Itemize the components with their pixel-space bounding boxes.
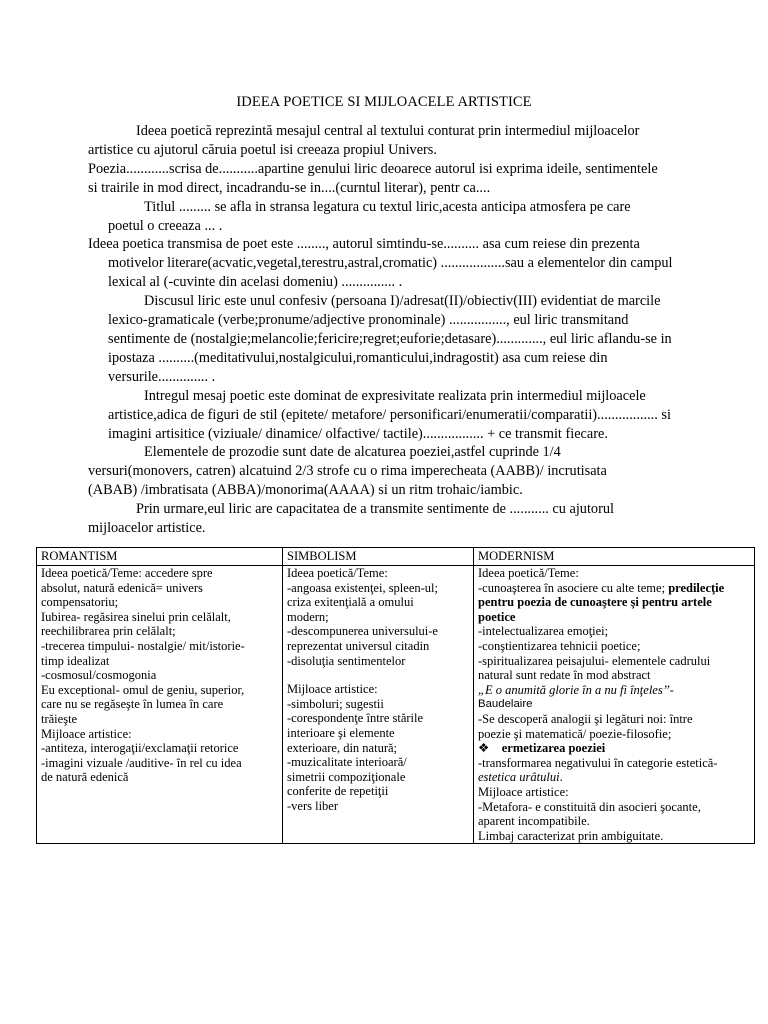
- cell-line: criza exitenţială a omului: [287, 595, 414, 610]
- cell-line: exterioare, din natură;: [287, 740, 398, 755]
- text-line: Intregul mesaj poetic este dominat de expresivitate realizata prin intermediul mijloacele: [144, 387, 646, 404]
- cell-line: -angoasa existenţei, spleen-ul;: [287, 580, 438, 595]
- cell-line: compensatoriu;: [41, 595, 119, 610]
- cell-line: modern;: [287, 609, 329, 624]
- paragraph-discursul: [88, 292, 692, 387]
- cell-line: -muzicalitate interioară/: [287, 755, 407, 770]
- cell-line: conferite de repetiţii: [287, 784, 389, 799]
- text-line: Discusul liric este unul confesiv (persoana I)/adresat(II)/obiectiv(III) evidentiat de marcile: [144, 293, 661, 310]
- currents-table: [36, 547, 755, 844]
- paragraph-titlul: [88, 198, 692, 236]
- paragraph-ideea: [88, 235, 692, 292]
- cell-line: Mijloace artistice:: [478, 784, 569, 799]
- italic-text: estetica urâtului: [478, 770, 560, 785]
- assoc-bold: predilecţie: [668, 580, 725, 595]
- cell-line: Ideea poetică/Teme:: [287, 566, 388, 580]
- cell-line: poetice: [478, 609, 516, 624]
- header-simbolism: SIMBOLISM: [283, 548, 474, 566]
- quote-author: Baudelaire: [478, 698, 533, 711]
- diamond-bullet-icon: ❖: [478, 741, 490, 756]
- text-line: motivelor literare(acvatic,vegetal,terestru,astral,cromatic) ..................sau a elementelor din campul: [108, 255, 673, 272]
- page-title: IDEEA POETICE SI MIJLOACELE ARTISTICE: [236, 94, 532, 110]
- cell-line: [478, 741, 750, 756]
- cell-line: Ideea poetică/Teme:: [478, 566, 579, 580]
- body-text: [88, 122, 692, 538]
- cell-line: -disoluţia sentimentelor: [287, 653, 406, 668]
- cell-modernism: [474, 566, 755, 844]
- header-romantism: ROMANTISM: [37, 548, 283, 566]
- paragraph-mesaj: [88, 387, 692, 444]
- cell-line: -simboluri; sugestii: [287, 696, 384, 711]
- paragraph-concluzie: [88, 500, 692, 538]
- bullet-text: ermetizarea poeziei: [501, 741, 606, 756]
- cell-line: Iubirea- regăsirea sinelui prin celălalt,: [41, 609, 231, 624]
- text-line: Titlul ......... se afla in stransa legatura cu textul liric,acesta anticipa atmosfera pe care: [144, 198, 631, 215]
- paragraph-definition: [88, 122, 692, 160]
- cell-line: -Metafora- e constituită din asocieri şocante,: [478, 799, 701, 814]
- text-line: poetul o creeaza ... .: [108, 217, 223, 234]
- cell-line: -intelectualizarea emoţiei;: [478, 624, 609, 639]
- cell-line: Limbaj caracterizat prin ambiguitate.: [478, 828, 664, 843]
- quote-text: „E o anumită glorie în a nu fi înţeles’’: [478, 682, 670, 697]
- text-line: (ABAB) /imbratisata (ABBA)/monorima(AAAA) si un ritm trohaic/iambic.: [88, 482, 523, 499]
- cell-line: [478, 683, 750, 698]
- cell-line: -trecerea timpului- nostalgie/ mit/istorie-: [41, 638, 245, 653]
- text-line: lexical al (-cuvinte din acelasi domeniu) ............... .: [108, 274, 403, 291]
- cell-line: -imagini vizuale /auditive- în rel cu idea: [41, 755, 242, 770]
- cell-line: Eu exceptional- omul de geniu, superior,: [41, 682, 245, 697]
- cell-line: trăieşte: [41, 711, 78, 726]
- text-line: lexico-gramaticale (verbe;pronume/adjective pronominale) ................, eul liric transmitand: [108, 312, 629, 329]
- paragraph-prozodie: [88, 443, 692, 500]
- quote-dash: -: [669, 682, 674, 697]
- text-line: sentimente de (nostalgie;melancolie;fericire;regret;euforie;detasare)............., eul liric aflandu-se in: [108, 330, 672, 347]
- cell-line: natural sunt redate în mod abstract: [478, 668, 651, 683]
- header-modernism: MODERNISM: [474, 548, 755, 566]
- assoc-text: -cunoaşterea în asociere cu alte teme;: [478, 580, 669, 595]
- text-line: artistice cu ajutorul căruia poetul isi creeaza propiul Univers.: [88, 141, 437, 158]
- text-line: ipostaza ..........(meditativului,nostalgicului,romanticului,indragostit) asa cum reiese din: [108, 349, 608, 366]
- cell-line: aparent incompatibile.: [478, 814, 590, 829]
- text-line: Ideea poetica transmisa de poet este ........, autorul simtindu-se.......... asa cum reiese din prezenta: [88, 236, 640, 253]
- cell-line: -corespondenţe între stările: [287, 711, 424, 726]
- cell-line: Ideea poetică/Teme: accedere spre: [41, 566, 213, 580]
- cell-line: -cosmosul/cosmogonia: [41, 668, 157, 683]
- cell-line: interioare şi elemente: [287, 725, 395, 740]
- cell-line: -transformarea negativului în categorie estetică-: [478, 755, 718, 770]
- cell-line: Mijloace artistice:: [41, 726, 132, 741]
- cell-line: -antiteza, interogaţii/exclamaţii retorice: [41, 741, 239, 756]
- cell-line: -vers liber: [287, 798, 339, 813]
- cell-line: pentru poezia de cunoaştere şi pentru artele: [478, 595, 712, 610]
- text-line: imagini artisitice (viziuale/ dinamice/ olfactive/ tactile)................. + ce transmit fiecare.: [108, 425, 608, 442]
- cell-line: -Se descoperă analogii şi legături noi: între: [478, 711, 693, 726]
- text-line: si trairile in mod direct, incadrandu-se in....(curntul literar), pentr ca....: [88, 179, 491, 196]
- cell-gap: [287, 668, 469, 682]
- cell-line: de natură edenică: [41, 770, 129, 785]
- cell-line: care nu se regăseşte în lumea în care: [41, 697, 224, 712]
- cell-line: reprezentat universul citadin: [287, 638, 430, 653]
- cell-simbolism: [283, 566, 474, 844]
- text-line: Prin urmare,eul liric are capacitatea de a transmite sentimente de ........... cu ajutorul: [136, 501, 614, 518]
- cell-line: [478, 770, 750, 785]
- text-line: artistice,adica de figuri de stil (epitete/ metafore/ personificari/enumeratii/comparatii)................. si: [108, 406, 671, 423]
- cell-line: timp idealizat: [41, 653, 110, 668]
- text-line: Poezia............scrisa de...........apartine genului liric deoarece autorul isi exprima ideile, sentimentele: [88, 160, 658, 177]
- cell-line: -descompunerea universului-e: [287, 624, 438, 639]
- text-line: versurile.............. .: [108, 368, 216, 385]
- cell-romantism: [37, 566, 283, 844]
- period: .: [559, 770, 563, 785]
- cell-line: absolut, natură edenică= univers: [41, 580, 203, 595]
- cell-line: reechilibrarea prin celălalt;: [41, 624, 176, 639]
- text-line: Elementele de prozodie sunt date de alcaturea poeziei,astfel cuprinde 1/4: [144, 444, 561, 461]
- text-line: mijloacelor artistice.: [88, 520, 206, 537]
- cell-line: -conştientizarea tehnicii poetice;: [478, 638, 641, 653]
- table-body-row: [37, 566, 755, 844]
- cell-line: poezie şi matematică/ poezie-filosofie;: [478, 726, 672, 741]
- text-line: Ideea poetică reprezintă mesajul central al textului conturat prin intermediul mijloacelor: [136, 123, 640, 139]
- cell-line: simetrii compoziţionale: [287, 769, 406, 784]
- text-line: versuri(monovers, catren) alcatuind 2/3 strofe cu o rima imperecheata (AABB)/ incrutisata: [88, 463, 607, 480]
- cell-line: Mijloace artistice:: [287, 682, 378, 697]
- cell-line: [478, 581, 750, 596]
- cell-line: -spiritualizarea peisajului- elementele cadrului: [478, 653, 711, 668]
- paragraph-poezia: [88, 160, 692, 198]
- table-header-row: [37, 548, 755, 566]
